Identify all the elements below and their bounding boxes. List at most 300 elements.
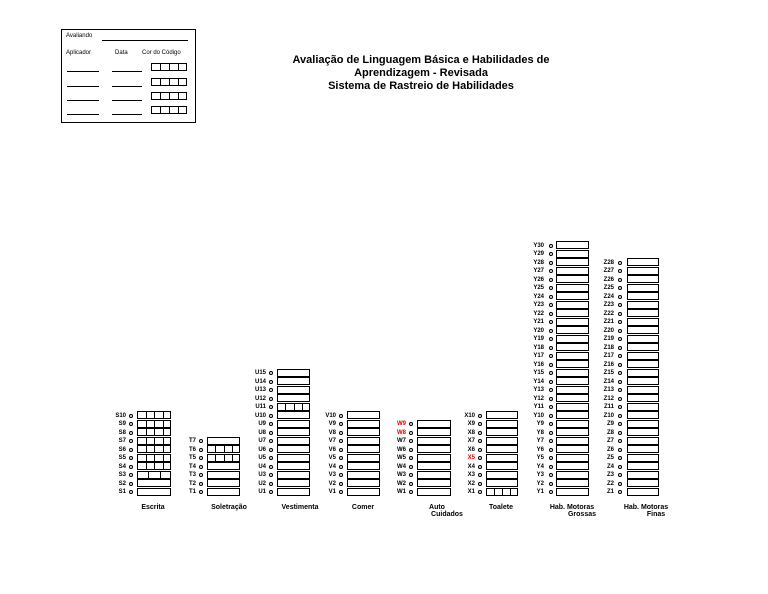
skill-score-cell[interactable] [277,454,310,462]
skill-score-cell[interactable] [556,250,589,258]
skill-score-cell[interactable] [207,471,240,479]
skill-radio-circle[interactable] [478,490,482,494]
skill-radio-circle[interactable] [339,439,343,443]
skill-radio-circle[interactable] [269,473,273,477]
skill-score-cell[interactable] [277,386,310,394]
skill-radio-circle[interactable] [549,295,553,299]
skill-radio-circle[interactable] [549,465,553,469]
cell-divider [510,489,511,495]
skill-score-cell[interactable] [627,479,659,487]
skill-radio-circle[interactable] [269,414,273,418]
skill-label: U4 [258,463,266,470]
skill-label: Y23 [533,302,544,308]
administrator-line [67,86,99,87]
evaluating-line [102,40,188,41]
skill-label: Y16 [533,361,544,368]
skill-score-cell[interactable] [556,445,589,453]
skill-score-cell[interactable] [417,437,451,445]
skill-label: Y2 [536,480,544,487]
skill-radio-circle[interactable] [549,397,553,401]
skill-score-cell[interactable] [627,301,659,309]
skill-label: Y8 [536,429,544,436]
skill-radio-circle[interactable] [618,354,622,358]
skill-score-cell[interactable] [207,479,240,487]
skill-label: W2 [397,480,406,487]
skill-radio-circle[interactable] [618,320,622,324]
color-code-swatch [151,63,187,71]
skill-label: S3 [118,472,126,478]
skill-label: Y24 [533,293,544,300]
skill-label: T6 [188,446,196,453]
skill-radio-circle[interactable] [129,422,133,426]
skill-label: Z7 [606,438,614,444]
skill-radio-circle[interactable] [549,388,553,392]
skill-score-cell[interactable] [627,428,659,436]
skill-radio-circle[interactable] [549,448,553,452]
title-line-3: Sistema de Rastreio de Habilidades [328,80,514,92]
skill-radio-circle[interactable] [409,431,413,435]
skill-radio-circle[interactable] [549,312,553,316]
skill-score-cell[interactable] [556,360,589,368]
skill-score-cell[interactable] [277,377,310,385]
skill-score-cell[interactable] [277,479,310,487]
skill-score-cell[interactable] [627,454,659,462]
skill-radio-circle[interactable] [409,482,413,486]
skill-label: U14 [254,378,266,385]
skill-score-cell[interactable] [137,462,171,470]
skill-radio-circle[interactable] [618,439,622,443]
skill-radio-circle[interactable] [129,465,133,469]
skill-score-cell[interactable] [627,488,659,496]
skill-score-cell[interactable] [556,411,589,419]
skill-score-cell[interactable] [627,267,659,275]
skill-radio-circle[interactable] [339,482,343,486]
skill-label: V9 [328,421,336,427]
skill-score-cell[interactable] [556,428,589,436]
skill-label: U12 [254,395,266,402]
skill-score-cell[interactable] [627,352,659,360]
skill-radio-circle[interactable] [549,244,553,248]
skill-radio-circle[interactable] [618,397,622,401]
skill-radio-circle[interactable] [129,439,133,443]
skill-score-cell[interactable] [277,471,310,479]
skill-radio-circle[interactable] [549,337,553,341]
skill-radio-circle[interactable] [409,456,413,460]
skill-score-cell[interactable] [556,479,589,487]
skill-score-cell[interactable] [207,454,240,462]
category-subtitle: Cuidados [431,511,463,518]
skill-label: U7 [258,438,266,444]
skill-label: Y11 [533,404,544,410]
color-code-swatch [151,78,187,86]
skill-score-cell[interactable] [137,454,171,462]
skill-score-cell[interactable] [207,437,240,445]
skill-score-cell[interactable] [556,309,589,317]
skill-radio-circle[interactable] [618,329,622,333]
skill-radio-circle[interactable] [478,422,482,426]
skill-score-cell[interactable] [277,437,310,445]
skill-score-cell[interactable] [486,428,518,436]
skill-radio-circle[interactable] [549,380,553,384]
category-title: Hab. Motoras [549,504,595,511]
skill-radio-circle[interactable] [478,456,482,460]
skill-radio-circle[interactable] [129,448,133,452]
skill-radio-circle[interactable] [269,422,273,426]
skill-radio-circle[interactable] [269,448,273,452]
skill-score-cell[interactable] [486,471,518,479]
skill-score-cell[interactable] [627,326,659,334]
skill-score-cell[interactable] [627,284,659,292]
skill-score-cell[interactable] [277,411,310,419]
skill-score-cell[interactable] [627,377,659,385]
skill-radio-circle[interactable] [549,439,553,443]
skill-radio-circle[interactable] [269,465,273,469]
skill-radio-circle[interactable] [339,414,343,418]
skill-label: Z22 [603,310,614,317]
skill-label: V2 [328,480,336,487]
skill-score-cell[interactable] [556,352,589,360]
skill-score-cell[interactable] [347,420,380,428]
skill-radio-circle[interactable] [549,278,553,282]
skill-score-cell[interactable] [627,394,659,402]
skill-score-cell[interactable] [556,377,589,385]
cell-divider [232,455,233,461]
skill-radio-circle[interactable] [549,456,553,460]
skill-score-cell[interactable] [627,360,659,368]
skill-score-cell[interactable] [417,445,451,453]
skill-score-cell[interactable] [556,292,589,300]
skill-radio-circle[interactable] [129,473,133,477]
skill-score-cell[interactable] [137,471,171,479]
skill-score-cell[interactable] [627,343,659,351]
skill-radio-circle[interactable] [549,414,553,418]
skill-radio-circle[interactable] [618,269,622,273]
skill-radio-circle[interactable] [549,422,553,426]
skill-label: W4 [397,463,406,470]
skill-radio-circle[interactable] [549,363,553,367]
color-code-swatch [151,106,187,114]
skill-radio-circle[interactable] [618,278,622,282]
skill-score-cell[interactable] [486,420,518,428]
skill-score-cell[interactable] [556,335,589,343]
skill-radio-circle[interactable] [618,431,622,435]
skill-score-cell[interactable] [207,462,240,470]
skill-radio-circle[interactable] [618,422,622,426]
skill-radio-circle[interactable] [339,431,343,435]
skill-score-cell[interactable] [627,386,659,394]
skill-score-cell[interactable] [347,462,380,470]
skill-label: X4 [467,463,475,470]
skill-radio-circle[interactable] [618,465,622,469]
skill-radio-circle[interactable] [269,456,273,460]
skill-label: Y27 [533,268,544,274]
date-line [112,114,142,115]
skill-score-cell[interactable] [486,411,518,419]
skill-score-cell[interactable] [277,369,310,377]
skill-score-cell[interactable] [556,284,589,292]
skill-score-cell[interactable] [556,471,589,479]
skill-radio-circle[interactable] [618,380,622,384]
skill-radio-circle[interactable] [199,473,203,477]
skill-score-cell[interactable] [627,275,659,283]
skill-score-cell[interactable] [627,369,659,377]
category-title: Toalete [489,504,513,511]
skill-radio-circle[interactable] [199,465,203,469]
skill-score-cell[interactable] [627,335,659,343]
skill-score-cell[interactable] [556,326,589,334]
skill-score-cell[interactable] [556,420,589,428]
skill-score-cell[interactable] [556,488,589,496]
skill-radio-circle[interactable] [618,371,622,375]
skill-radio-circle[interactable] [339,473,343,477]
category-title: Soletração [211,504,247,511]
skill-label: Y6 [536,446,544,453]
skill-radio-circle[interactable] [129,431,133,435]
skill-radio-circle[interactable] [129,456,133,460]
skill-radio-circle[interactable] [549,371,553,375]
skill-radio-circle[interactable] [549,490,553,494]
skill-score-cell[interactable] [486,488,518,496]
skill-radio-circle[interactable] [478,431,482,435]
skill-score-cell[interactable] [417,428,451,436]
skill-radio-circle[interactable] [129,490,133,494]
skill-score-cell[interactable] [556,241,589,249]
skill-radio-circle[interactable] [269,380,273,384]
skill-score-cell[interactable] [417,462,451,470]
skill-radio-circle[interactable] [618,337,622,341]
skill-label: Y9 [536,421,544,427]
skill-radio-circle[interactable] [129,482,133,486]
skill-score-cell[interactable] [417,420,451,428]
skill-score-cell[interactable] [417,479,451,487]
date-header: Data [115,50,128,56]
skill-radio-circle[interactable] [199,456,203,460]
skill-radio-circle[interactable] [549,346,553,350]
skill-radio-circle[interactable] [618,473,622,477]
skill-radio-circle[interactable] [618,261,622,265]
skill-radio-circle[interactable] [549,473,553,477]
skill-radio-circle[interactable] [269,431,273,435]
skill-score-cell[interactable] [277,403,310,411]
cell-divider [163,412,164,418]
skill-radio-circle[interactable] [549,303,553,307]
skill-radio-circle[interactable] [269,439,273,443]
skill-radio-circle[interactable] [339,490,343,494]
skill-score-cell[interactable] [556,386,589,394]
skill-score-cell[interactable] [347,428,380,436]
skill-radio-circle[interactable] [409,465,413,469]
skill-radio-circle[interactable] [199,448,203,452]
cell-divider [163,421,164,427]
skill-score-cell[interactable] [556,369,589,377]
skill-score-cell[interactable] [486,479,518,487]
skill-radio-circle[interactable] [339,448,343,452]
skill-label: U15 [254,370,266,376]
skill-radio-circle[interactable] [409,439,413,443]
skill-label: Z14 [603,378,614,385]
skill-score-cell[interactable] [277,488,310,496]
skill-label: T3 [188,472,196,478]
skill-radio-circle[interactable] [618,295,622,299]
skill-radio-circle[interactable] [478,414,482,418]
skill-score-cell[interactable] [486,454,518,462]
skill-score-cell[interactable] [207,488,240,496]
skill-score-cell[interactable] [137,437,171,445]
skill-radio-circle[interactable] [618,312,622,316]
skill-score-cell[interactable] [556,301,589,309]
skill-radio-circle[interactable] [618,388,622,392]
skill-label: W7 [397,438,406,444]
skill-radio-circle[interactable] [618,414,622,418]
skill-label: Z4 [606,463,614,470]
skill-radio-circle[interactable] [478,439,482,443]
skill-score-cell[interactable] [627,292,659,300]
skill-radio-circle[interactable] [478,465,482,469]
skill-radio-circle[interactable] [269,482,273,486]
cell-divider [154,455,155,461]
cell-divider [302,404,303,410]
skill-radio-circle[interactable] [269,371,273,375]
skill-score-cell[interactable] [627,318,659,326]
skill-radio-circle[interactable] [549,431,553,435]
skill-score-cell[interactable] [627,258,659,266]
skill-score-cell[interactable] [627,445,659,453]
skill-score-cell[interactable] [277,445,310,453]
skill-score-cell[interactable] [347,411,380,419]
skill-radio-circle[interactable] [549,261,553,265]
skill-radio-circle[interactable] [618,448,622,452]
skill-score-cell[interactable] [627,411,659,419]
skill-radio-circle[interactable] [618,363,622,367]
skill-score-cell[interactable] [417,488,451,496]
skill-radio-circle[interactable] [549,252,553,256]
skill-score-cell[interactable] [556,462,589,470]
skill-score-cell[interactable] [486,462,518,470]
skill-label: Z9 [606,421,614,427]
skill-score-cell[interactable] [347,454,380,462]
skill-radio-circle[interactable] [618,490,622,494]
skill-score-cell[interactable] [556,275,589,283]
skill-score-cell[interactable] [627,471,659,479]
skill-radio-circle[interactable] [549,320,553,324]
skill-score-cell[interactable] [137,428,171,436]
skill-score-cell[interactable] [277,394,310,402]
skill-radio-circle[interactable] [199,439,203,443]
skill-radio-circle[interactable] [199,482,203,486]
skill-radio-circle[interactable] [409,490,413,494]
skill-score-cell[interactable] [627,309,659,317]
skill-score-cell[interactable] [556,437,589,445]
skill-radio-circle[interactable] [199,490,203,494]
skill-radio-circle[interactable] [618,346,622,350]
skill-score-cell[interactable] [347,488,380,496]
skill-radio-circle[interactable] [339,465,343,469]
skill-radio-circle[interactable] [549,354,553,358]
skill-score-cell[interactable] [137,420,171,428]
skill-radio-circle[interactable] [269,490,273,494]
cell-divider [502,489,503,495]
skill-score-cell[interactable] [556,318,589,326]
skill-label: Z12 [603,395,614,402]
cell-divider [232,446,233,452]
skill-score-cell[interactable] [556,394,589,402]
skill-score-cell[interactable] [556,403,589,411]
skill-radio-circle[interactable] [478,473,482,477]
cell-divider [154,463,155,469]
skill-score-cell[interactable] [556,258,589,266]
skill-score-cell[interactable] [137,479,171,487]
category-title: Hab. Motoras [623,504,669,511]
skill-radio-circle[interactable] [269,388,273,392]
skill-radio-circle[interactable] [339,422,343,426]
skill-radio-circle[interactable] [618,482,622,486]
skill-radio-circle[interactable] [549,329,553,333]
skill-score-cell[interactable] [556,267,589,275]
skill-score-cell[interactable] [347,471,380,479]
skill-score-cell[interactable] [417,454,451,462]
skill-score-cell[interactable] [417,471,451,479]
skill-radio-circle[interactable] [409,422,413,426]
skill-score-cell[interactable] [486,445,518,453]
skill-radio-circle[interactable] [478,482,482,486]
skill-radio-circle[interactable] [478,448,482,452]
skill-score-cell[interactable] [277,462,310,470]
skill-label: Z1 [606,489,614,495]
skill-label: Y12 [533,395,544,402]
skill-radio-circle[interactable] [409,473,413,477]
skill-score-cell[interactable] [627,437,659,445]
skill-label: S4 [118,463,126,470]
skill-score-cell[interactable] [137,488,171,496]
skill-score-cell[interactable] [277,428,310,436]
skill-score-cell[interactable] [347,445,380,453]
skill-radio-circle[interactable] [549,405,553,409]
skill-radio-circle[interactable] [618,286,622,290]
skill-label: Z8 [606,429,614,436]
skill-score-cell[interactable] [627,462,659,470]
cell-divider [163,455,164,461]
category-subtitle: Finas [646,511,666,518]
skill-score-cell[interactable] [347,437,380,445]
skill-label: Y1 [536,489,544,495]
skill-score-cell[interactable] [277,420,310,428]
skill-score-cell[interactable] [556,454,589,462]
skill-radio-circle[interactable] [269,397,273,401]
skill-score-cell[interactable] [137,411,171,419]
skill-score-cell[interactable] [137,445,171,453]
skill-score-cell[interactable] [627,403,659,411]
category-title: Vestimenta [281,504,319,511]
skill-radio-circle[interactable] [269,405,273,409]
skill-radio-circle[interactable] [339,456,343,460]
skill-radio-circle[interactable] [549,482,553,486]
skill-radio-circle[interactable] [618,456,622,460]
skill-radio-circle[interactable] [409,448,413,452]
skill-score-cell[interactable] [207,445,240,453]
skill-label: U5 [258,455,266,461]
skill-radio-circle[interactable] [618,303,622,307]
skill-score-cell[interactable] [486,437,518,445]
skill-label: Z26 [603,276,614,283]
title-line-1: Avaliação de Linguagem Básica e Habilidades de [292,54,550,66]
skill-score-cell[interactable] [347,479,380,487]
skill-score-cell[interactable] [556,343,589,351]
skill-radio-circle[interactable] [549,269,553,273]
skill-score-cell[interactable] [627,420,659,428]
skill-radio-circle[interactable] [618,405,622,409]
skill-radio-circle[interactable] [549,286,553,290]
skill-radio-circle[interactable] [129,414,133,418]
